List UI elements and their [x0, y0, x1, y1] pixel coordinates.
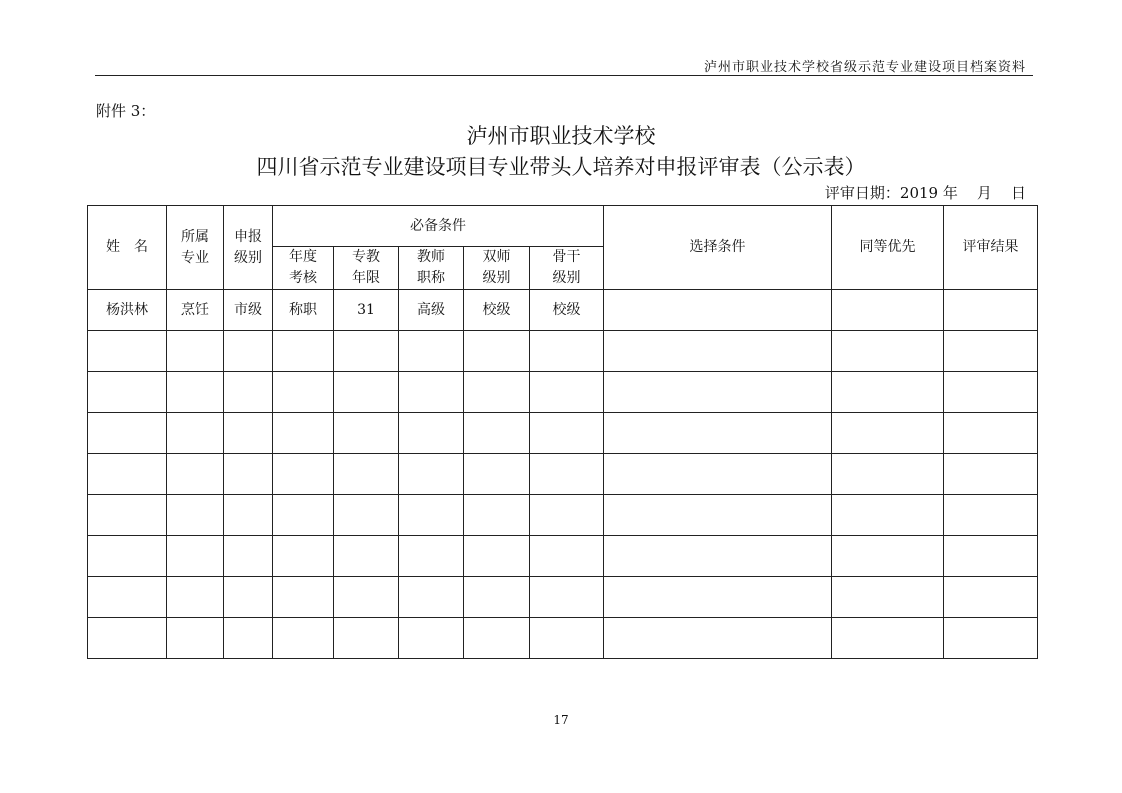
review-table — [87, 205, 1038, 659]
cell-annual: 称职 — [273, 290, 334, 331]
header-result: 评审结果 — [944, 206, 1038, 290]
table-header-row — [88, 206, 1038, 247]
header-name: 姓 名 — [88, 206, 167, 290]
empty-row — [88, 577, 1038, 618]
cell-dual-level: 校级 — [464, 290, 530, 331]
empty-row — [88, 618, 1038, 659]
header-level: 申报 级别 — [224, 206, 273, 290]
header-rule — [95, 75, 1033, 76]
header-backbone-level: 骨干 级别 — [530, 247, 604, 290]
review-date: 评审日期：2019 年 月 日 — [824, 184, 1026, 202]
cell-major: 烹饪 — [167, 290, 224, 331]
header-text: 泸州市职业技术学校省级示范专业建设项目档案资料 — [703, 60, 1026, 75]
empty-row — [88, 454, 1038, 495]
document-title-form: 四川省示范专业建设项目专业带头人培养对申报评审表（公示表） — [256, 155, 866, 179]
cell-backbone-level: 校级 — [530, 290, 604, 331]
cell-equivalent — [832, 290, 944, 331]
cell-title: 高级 — [399, 290, 464, 331]
header-teaching-years: 专教 年限 — [334, 247, 399, 290]
empty-row — [88, 413, 1038, 454]
attachment-label: 附件 3： — [96, 102, 156, 120]
header-major: 所属 专业 — [167, 206, 224, 290]
header-annual: 年度 考核 — [273, 247, 334, 290]
empty-row — [88, 495, 1038, 536]
cell-optional — [604, 290, 832, 331]
header-equivalent: 同等优先 — [832, 206, 944, 290]
header-optional: 选择条件 — [604, 206, 832, 290]
table-row — [88, 290, 1038, 331]
cell-teaching-years: 31 — [334, 290, 399, 331]
empty-row — [88, 331, 1038, 372]
empty-row — [88, 536, 1038, 577]
cell-name: 杨洪林 — [88, 290, 167, 331]
page-number: 17 — [553, 713, 569, 727]
cell-result — [944, 290, 1038, 331]
header-title: 教师 职称 — [399, 247, 464, 290]
header-dual-level: 双师 级别 — [464, 247, 530, 290]
header-required: 必备条件 — [273, 206, 604, 247]
document-title-school: 泸州市职业技术学校 — [466, 124, 656, 148]
cell-level: 市级 — [224, 290, 273, 331]
empty-row — [88, 372, 1038, 413]
